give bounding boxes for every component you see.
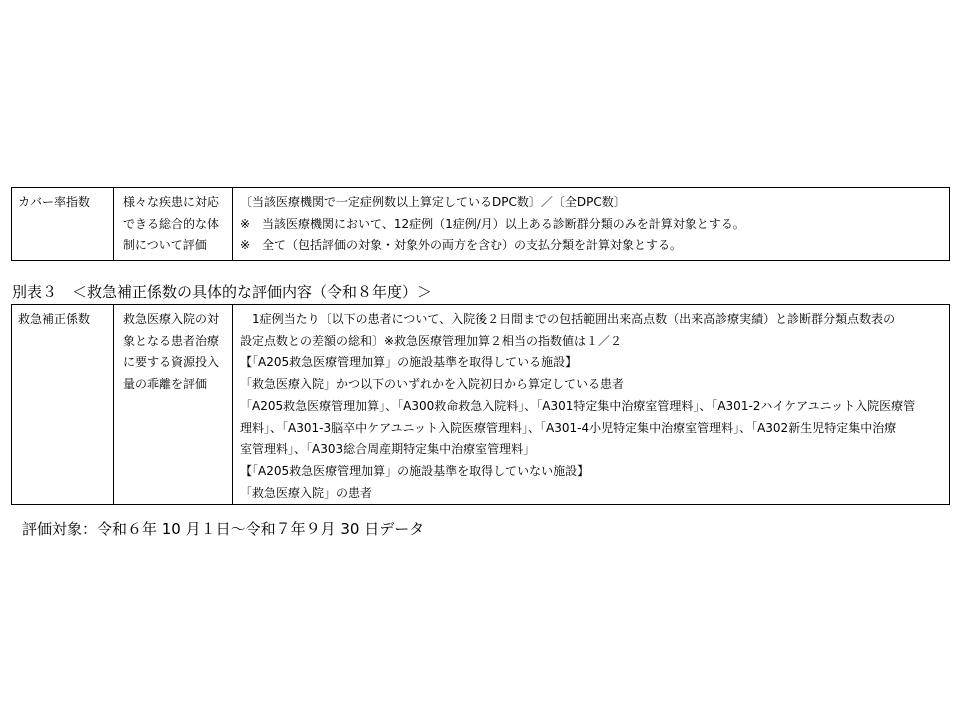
table1-item-name: カバー率指数: [18, 195, 91, 209]
emergency-correction-table: [11, 304, 950, 505]
table1-purpose-line: できる総合的な体: [123, 216, 220, 231]
table2-purpose-line: 量の乖離を評価: [123, 377, 208, 392]
table1-purpose-line: 様々な疾患に対応: [123, 195, 220, 209]
table2-purpose-line: 象となる患者治療: [123, 333, 220, 348]
table2-purpose-line: に要する資源投入: [123, 355, 220, 370]
table2-content-line: 理料」、「A301-3脳卒中ケアユニット入院医療管理料」、「A301-4小児特定集中治療室管理料」、「A302新生児特定集中治療: [240, 420, 897, 435]
table2-content-line: 【「A205救急医療管理加算」の施設基準を取得していない施設】: [240, 463, 590, 478]
evaluation-period-note: 評価対象：令和６年 10 月１日～令和７年９月 30 日データ: [22, 520, 425, 538]
table2-content-line: 設定点数との差額の総和〕※救急医療管理加算２相当の指数値は１／２: [240, 333, 623, 348]
table1-content-line: 〔当該医療機関で一定症例数以上算定しているDPC数〕／〔全DPC数〕: [240, 195, 626, 209]
section-heading: 別表３ ＜救急補正係数の具体的な評価内容（令和８年度）＞: [12, 283, 433, 301]
column-divider: [232, 188, 233, 260]
column-divider: [232, 305, 233, 504]
table2-content-line: 1症例当たり〔以下の患者について、入院後２日間までの包括範囲出来高点数（出来高診療実績）と診断群分類点数表の: [240, 312, 896, 326]
table1-content-line: ※ 全て（包括評価の対象・対象外の両方を含む）の支払分類を計算対象とする。: [240, 238, 683, 252]
column-divider: [113, 305, 114, 504]
table2-content-line: 【「A205救急医療管理加算」の施設基準を取得している施設】: [240, 355, 578, 370]
table2-purpose-line: 救急医療入院の対: [123, 312, 220, 326]
table1-content-line: ※ 当該医療機関において、12症例（1症例/月）以上ある診断群分類のみを計算対象とする。: [240, 216, 745, 231]
coverage-index-table: [11, 187, 950, 261]
table1-purpose-line: 制について評価: [123, 238, 207, 252]
column-divider: [113, 188, 114, 260]
table2-content-line: 「救急医療入院」かつ以下のいずれかを入院初日から算定している患者: [240, 377, 625, 392]
table2-item-name: 救急補正係数: [18, 312, 91, 326]
table2-content-line: 「救急医療入院」の患者: [240, 485, 373, 500]
table2-content-line: 室管理料」、「A303総合周産期特定集中治療室管理料」: [240, 442, 536, 457]
table2-content-line: 「A205救急医療管理加算」、「A300救命救急入院料」、「A301特定集中治療室管理料」、「A301-2ハイケアユニット入院医療管: [240, 398, 916, 413]
